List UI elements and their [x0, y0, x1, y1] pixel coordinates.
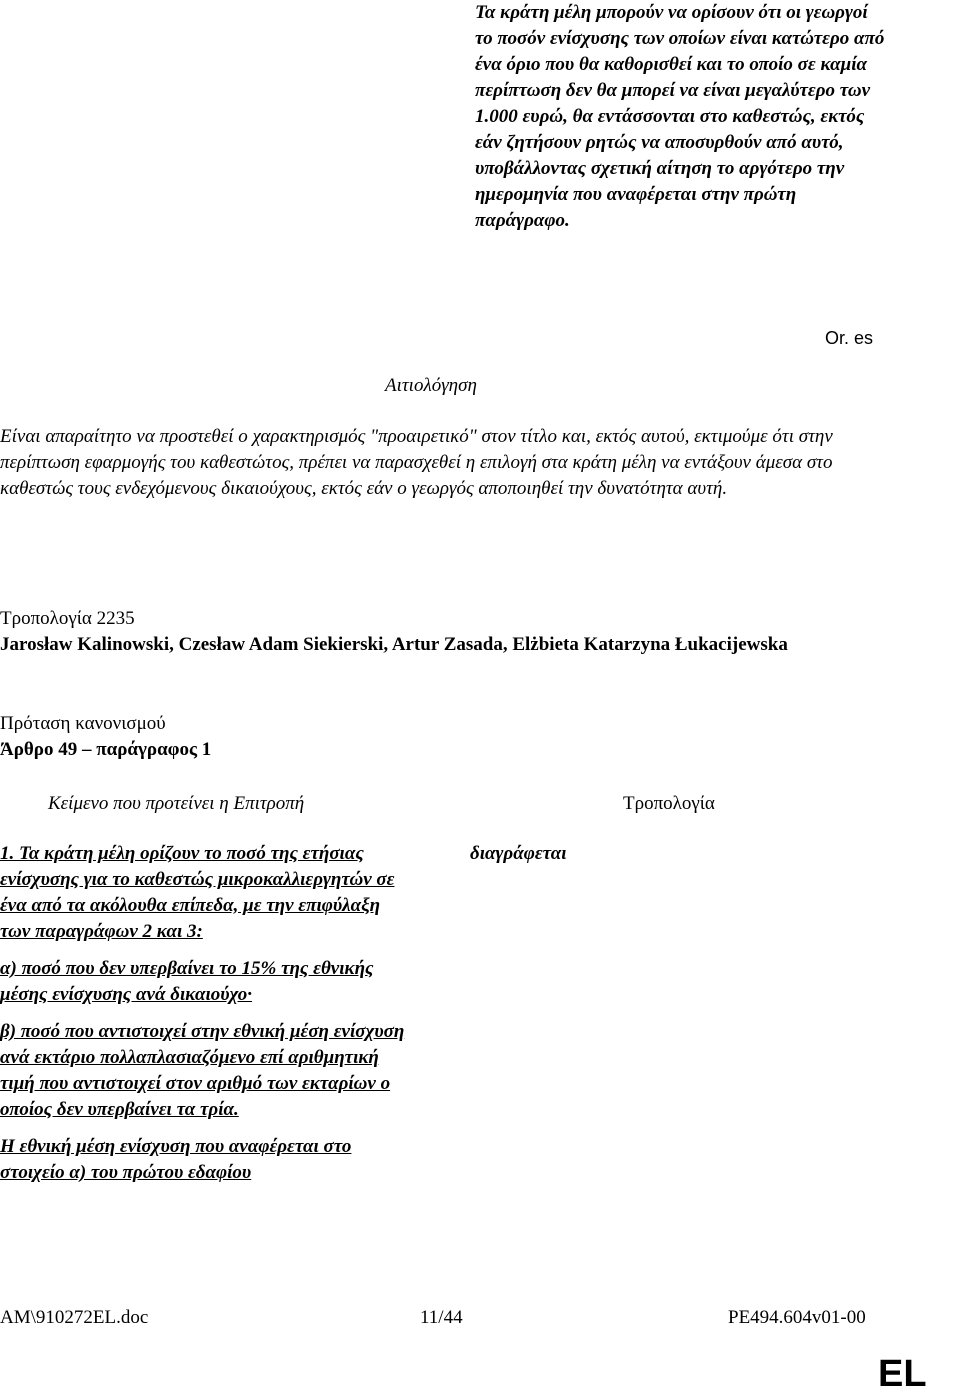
original-language-label: Or. es	[825, 328, 874, 348]
justification-body: Είναι απαραίτητο να προστεθεί ο χαρακτηρισμός "προαιρετικό" στον τίτλο και, εκτός αυτού, εκτιμούμε ότι στην περίπτωση εφαρμογής του καθεστώτος, πρέπει να παρασχεθεί η επιλογή στα κράτη μέλη να εντάξουν άμεσα στο καθεστώς τους ενδεχόμενους δικαιούχους, εκτός εάν ο γεωργός αποποιηθεί την δυνατότητα αυτή.	[0, 426, 833, 499]
footer-pe-reference: PE494.604v01-00	[728, 1307, 866, 1328]
commission-paragraph: α) ποσό που δεν υπερβαίνει το 15% της εθνικής μέσης ενίσχυσης ανά δικαιούχο·	[0, 958, 374, 1005]
justification-title: Αιτιολόγηση	[385, 375, 477, 396]
amendment-column-header: Τροπολογία	[623, 793, 715, 814]
language-code: EL	[878, 1353, 927, 1395]
amendment-number: Τροπολογία 2235	[0, 608, 135, 629]
commission-paragraph: β) ποσό που αντιστοιχεί στην εθνική μέση ενίσχυση ανά εκτάριο πολλαπλασιαζόμενο επί αριθμητική τιμή που αντιστοιχεί στον αριθμό των εκταρίων ο οποίος δεν υπερβαίνει τα τρία.	[0, 1021, 405, 1120]
commission-text-header: Κείμενο που προτείνει η Επιτροπή	[48, 793, 305, 814]
amendment-authors: Jarosław Kalinowski, Czesław Adam Siekierski, Artur Zasada, Elżbieta Katarzyna Łukacijewska	[0, 634, 788, 655]
footer-doc-reference: AM\910272EL.doc	[0, 1307, 149, 1328]
preceding-amendment-text: Τα κράτη μέλη μπορούν να ορίσουν ότι οι γεωργοί το ποσόν ενίσχυσης των οποίων είναι κατώτερο από ένα όριο που θα καθορισθεί και το οποίο σε καμία περίπτωση δεν θα μπορεί να είναι μεγαλύτερο των 1.000 ευρώ, θα εντάσσονται στο καθεστώς, εκτός εάν ζητήσουν ρητώς να αποσυρθούν από αυτό, υποβάλλοντας σχετική αίτηση το αργότερο την ημερομηνία που αναφέρεται στην πρώτη παράγραφο.	[475, 2, 885, 231]
amendment-text-deleted: διαγράφεται	[470, 843, 567, 864]
commission-text-column	[0, 841, 410, 1197]
commission-paragraph: Η εθνική μέση ενίσχυση που αναφέρεται στο στοιχείο α) του πρώτου εδαφίου	[0, 1136, 352, 1183]
commission-paragraph: 1. Τα κράτη μέλη ορίζουν το ποσό της ετήσιας ενίσχυσης για το καθεστώς μικροκαλλιεργητών σε ένα από τα ακόλουθα επίπεδα, με την επιφύλαξη των παραγράφων 2 και 3:	[0, 843, 395, 942]
footer-page-number: 11/44	[420, 1307, 463, 1328]
article-reference: Άρθρο 49 – παράγραφος 1	[0, 739, 212, 760]
proposal-title: Πρόταση κανονισμού	[0, 713, 166, 734]
